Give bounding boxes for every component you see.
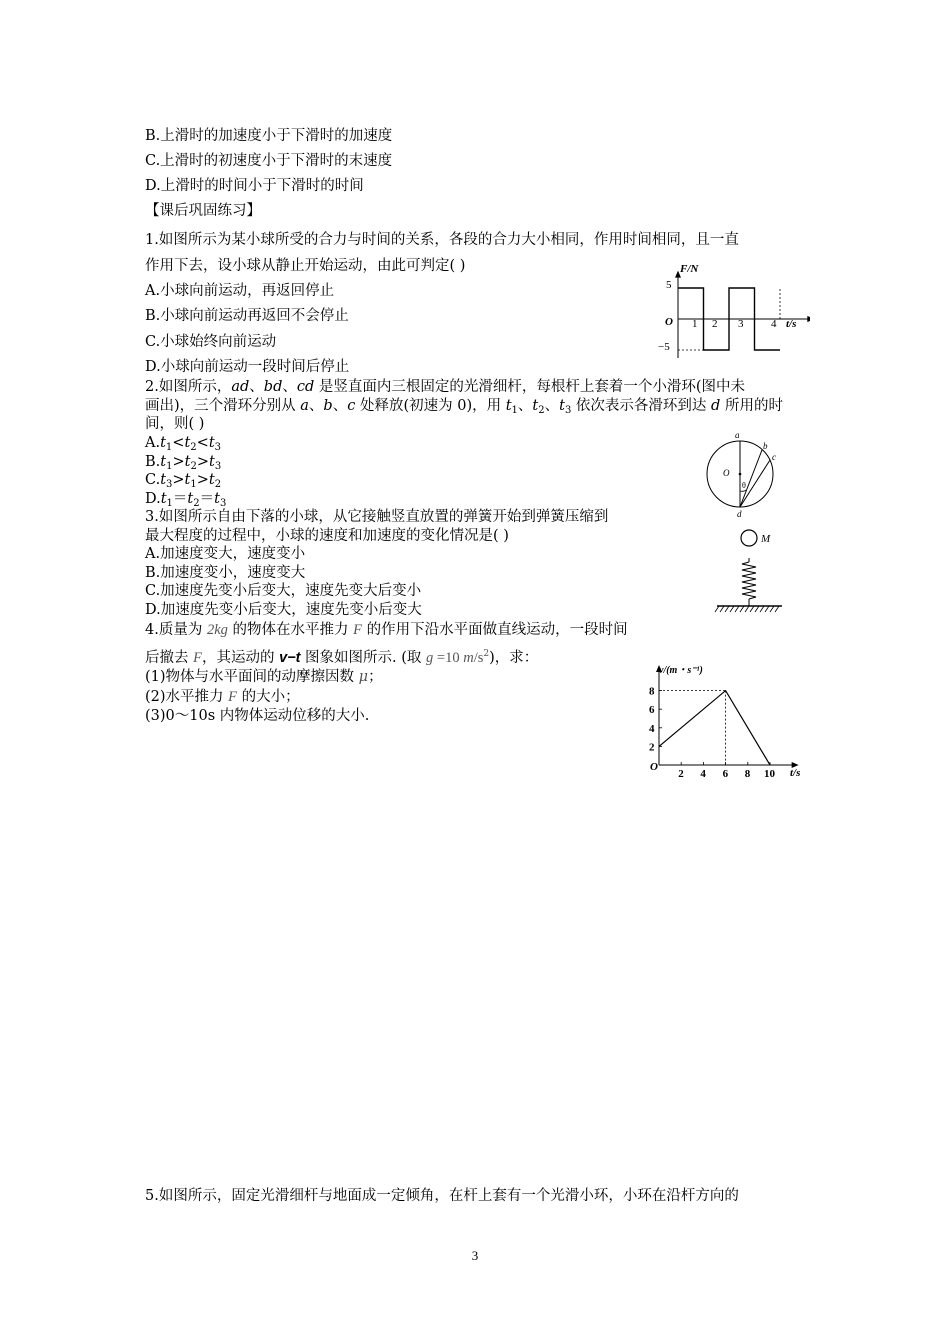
q2-stem-line1: 2.如图所示，ad、bd、cd 是竖直面内三根固定的光滑细杆，每根杆上套着一个小滑环(图中未 bbox=[145, 379, 746, 395]
q4-ytick-label: 6 bbox=[649, 704, 655, 717]
q3-option-d: D.加速度先变小后变大，速度先变小后变大 bbox=[145, 602, 422, 618]
q1-option-b: B.小球向前运动再返回不会停止 bbox=[145, 308, 349, 324]
q4-ylabel: v/(m・s⁻¹) bbox=[659, 665, 703, 676]
q3-hatch-mark bbox=[745, 606, 749, 612]
q3-ball bbox=[741, 530, 757, 546]
q1-xtick-3: 3 bbox=[738, 318, 744, 330]
q3-hatch-mark bbox=[765, 606, 769, 612]
q2-label-c: c bbox=[772, 452, 776, 462]
q1-xtick-1: 1 bbox=[692, 318, 698, 330]
q2-option-b: $B.t_1>t_2>t_3$ bbox=[145, 454, 222, 472]
q2-label-theta: θ bbox=[742, 481, 746, 490]
q2-center-dot bbox=[739, 473, 742, 476]
q3-stem-line1: 3.如图所示自由下落的小球，从它接触竖直放置的弹簧开始到弹簧压缩到 bbox=[145, 509, 609, 525]
q4-stem-line2: 后撤去 F，其运动的 v−t 图象如图所示. (取 g =10 $m/s^2$)，求： bbox=[145, 649, 539, 666]
q3-hatch-mark bbox=[720, 606, 724, 612]
option-c-prev: C.上滑时的初速度小于下滑时的末速度 bbox=[145, 153, 393, 169]
q3-option-b: B.加速度变小，速度变大 bbox=[145, 565, 306, 581]
q2-label-d: d bbox=[737, 509, 742, 519]
q3-ground-hatch bbox=[715, 606, 779, 612]
q4-part1: (1)物体与水平面间的动摩擦因数 μ； bbox=[145, 669, 383, 685]
q1-xlabel: t/s bbox=[786, 318, 797, 330]
q2-angle-arc bbox=[740, 490, 746, 491]
q3-hatch-mark bbox=[750, 606, 754, 612]
q2-circle-diagram bbox=[700, 428, 790, 520]
q4-series-line bbox=[659, 691, 770, 765]
q4-xtick-label: 8 bbox=[744, 768, 751, 780]
q2-option-a: $A.t_1<t_2<t_3$ bbox=[145, 435, 222, 453]
q2-label-a: a bbox=[735, 430, 740, 440]
q3-hatch-mark bbox=[735, 606, 739, 612]
q1-ytick-neg5: −5 bbox=[658, 341, 670, 353]
q1-option-a: A.小球向前运动，再返回停止 bbox=[145, 283, 335, 299]
q3-hatch-mark bbox=[740, 606, 744, 612]
q4-xtick-label: 6 bbox=[722, 768, 729, 780]
q4-origin: O bbox=[650, 761, 658, 773]
q3-hatch-mark bbox=[775, 606, 779, 612]
q3-hatch-mark bbox=[725, 606, 729, 612]
q3-hatch-mark bbox=[770, 606, 774, 612]
q5-stem-line1: 5.如图所示，固定光滑细杆与地面成一定倾角，在杆上套有一个光滑小环，小环在沿杆方向的 bbox=[145, 1188, 739, 1204]
q1-ytick-5: 5 bbox=[666, 279, 672, 291]
q4-xlabel: t/s bbox=[790, 767, 801, 779]
q1-option-c: C.小球始终向前运动 bbox=[145, 334, 277, 350]
q4-velocity-time-chart bbox=[640, 660, 815, 780]
q1-force-time-chart bbox=[650, 258, 810, 358]
q3-option-c: C.加速度先变小后变大，速度先变大后变小 bbox=[145, 583, 422, 599]
q1-option-d: D.小球向前运动一段时间后停止 bbox=[145, 359, 350, 375]
q3-option-a: A.加速度变大，速度变小 bbox=[145, 546, 306, 562]
q4-xtick-label: 4 bbox=[700, 768, 706, 780]
q1-stem-line1: 1.如图所示为某小球所受的合力与时间的关系，各段的合力大小相同，作用时间相同，且一直 bbox=[145, 232, 739, 248]
q2-option-d: $D.t_1=t_2=t_3$ bbox=[145, 491, 227, 509]
q4-ytick-label: 2 bbox=[649, 741, 655, 754]
q4-xtick-label: 2 bbox=[678, 768, 684, 780]
option-b-prev: B.上滑时的加速度小于下滑时的加速度 bbox=[145, 128, 393, 144]
section-title: 【课后巩固练习】 bbox=[145, 203, 261, 219]
option-d-prev: D.上滑时的时间小于下滑时的时间 bbox=[145, 178, 364, 194]
q4-part3: (3)0～10s 内物体运动位移的大小. bbox=[145, 708, 370, 724]
q3-stem-line2: 最大程度的过程中，小球的速度和加速度的变化情况是( ) bbox=[145, 528, 509, 544]
q1-x-arrow bbox=[807, 316, 810, 322]
q2-option-c: $C.t_3>t_1>t_2$ bbox=[145, 472, 222, 490]
q3-spring-diagram bbox=[712, 526, 792, 618]
q3-hatch-mark bbox=[730, 606, 734, 612]
q4-xtick-label: 10 bbox=[764, 768, 775, 780]
q4-stem-line1: 4.质量为 2kg 的物体在水平推力 F 的作用下沿水平面做直线运动，一段时间 bbox=[145, 622, 628, 638]
q1-origin: O bbox=[665, 316, 673, 328]
q1-xtick-2: 2 bbox=[712, 318, 718, 330]
q1-ylabel: F/N bbox=[680, 263, 699, 275]
page-number: 3 bbox=[471, 1248, 479, 1263]
q2-label-o: O bbox=[723, 468, 730, 478]
q2-stem-line2: 画出)，三个滑环分别从 a、b、c 处释放(初速为 0)，用 $t_1$、$t_2$、$t_3$ 依次表示各滑环到达 d 所用的时 bbox=[145, 398, 783, 416]
q3-spring-coil bbox=[742, 562, 756, 599]
q1-xtick-4: 4 bbox=[771, 318, 777, 330]
q4-ytick-label: 8 bbox=[649, 685, 655, 698]
q3-label-m: M bbox=[761, 533, 771, 545]
q3-hatch-mark bbox=[755, 606, 759, 612]
q4-part2: (2)水平推力 F 的大小； bbox=[145, 689, 300, 705]
q3-hatch-mark bbox=[760, 606, 764, 612]
q4-ytick-label: 4 bbox=[649, 722, 655, 735]
q3-hatch-mark bbox=[715, 606, 719, 612]
q1-stem-line2: 作用下去，设小球从静止开始运动，由此可判定( ) bbox=[145, 258, 466, 274]
q2-label-b: b bbox=[763, 441, 768, 451]
q2-stem-line3: 间，则( ) bbox=[145, 416, 205, 432]
